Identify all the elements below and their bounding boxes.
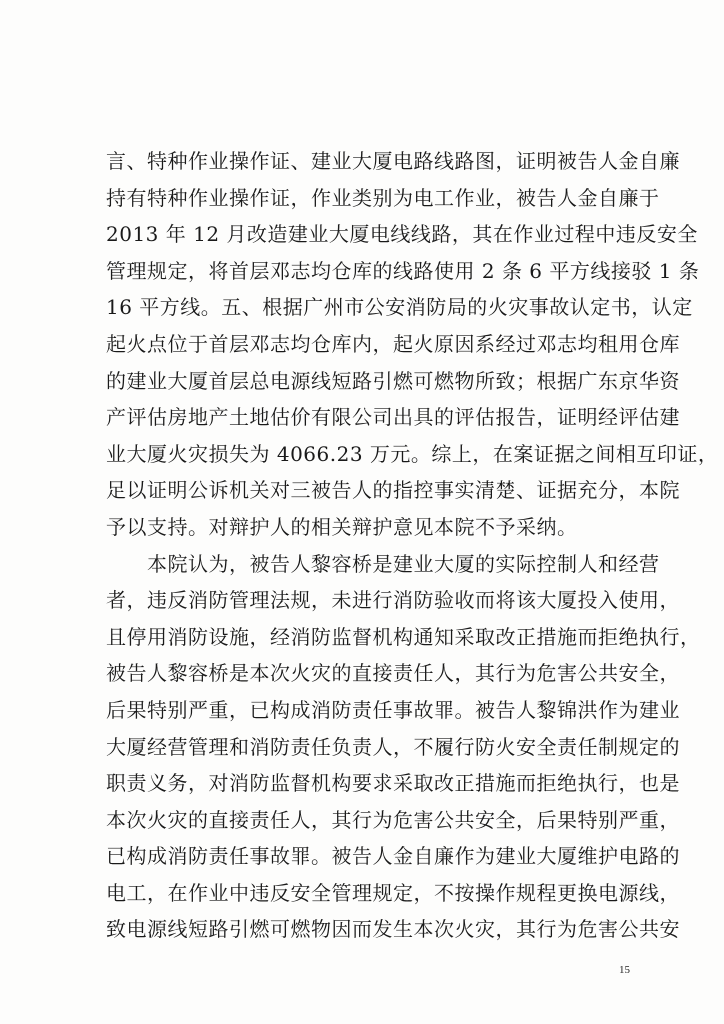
- text-line: 管理规定，将首层邓志均仓库的线路使用 2 条 6 平方线接驳 1 条: [106, 258, 700, 283]
- text-line: 已构成消防责任事故罪。被告人金自廉作为建业大厦维护电路的: [106, 844, 680, 869]
- text-line: 本院认为，被告人黎容桥是建业大厦的实际控制人和经营: [106, 551, 660, 576]
- text-line: 的建业大厦首层总电源线短路引燃可燃物所致；根据广东京华资: [106, 368, 680, 393]
- text-line: 者，违反消防管理法规，未进行消防验收而将该大厦投入使用，: [106, 588, 680, 613]
- page-number: 15: [619, 964, 630, 976]
- text-line: 后果特别严重，已构成消防责任事故罪。被告人黎锦洪作为建业: [106, 697, 680, 722]
- text-line: 持有特种作业操作证，作业类别为电工作业，被告人金自廉于: [106, 185, 660, 210]
- text-line: 职责义务，对消防监督机构要求采取改正措施而拒绝执行，也是: [106, 771, 680, 796]
- text-line: 且停用消防设施，经消防监督机构通知采取改正措施而拒绝执行，: [106, 624, 701, 649]
- text-line: 足以证明公诉机关对三被告人的指控事实清楚、证据充分，本院: [106, 478, 680, 503]
- text-line: 被告人黎容桥是本次火灾的直接责任人，其行为危害公共安全，: [106, 661, 680, 686]
- text-line: 本次火灾的直接责任人，其行为危害公共安全，后果特别严重，: [106, 807, 680, 832]
- text-line: 大厦经营管理和消防责任负责人，不履行防火安全责任制规定的: [106, 734, 680, 759]
- text-line: 产评估房地产土地估价有限公司出具的评估报告，证明经评估建: [106, 405, 680, 430]
- text-line: 16 平方线。五、根据广州市公安消防局的火灾事故认定书，认定: [106, 295, 693, 320]
- text-line: 业大厦火灾损失为 4066.23 万元。综上，在案证据之间相互印证，: [106, 441, 719, 466]
- text-line: 致电源线短路引燃可燃物因而发生本次火灾，其行为危害公共安: [106, 917, 680, 942]
- text-line: 起火点位于首层邓志均仓库内，起火原因系经过邓志均租用仓库: [106, 331, 680, 356]
- text-line: 电工，在作业中违反安全管理规定，不按操作规程更换电源线，: [106, 880, 680, 905]
- body-text: [106, 143, 719, 948]
- text-line: 2013 年 12 月改造建业大厦电线线路，其在作业过程中违反安全: [106, 222, 698, 247]
- text-line: 予以支持。对辩护人的相关辩护意见本院不予采纳。: [106, 514, 578, 539]
- text-line: 言、特种作业操作证、建业大厦电路线路图，证明被告人金自廉: [106, 149, 680, 173]
